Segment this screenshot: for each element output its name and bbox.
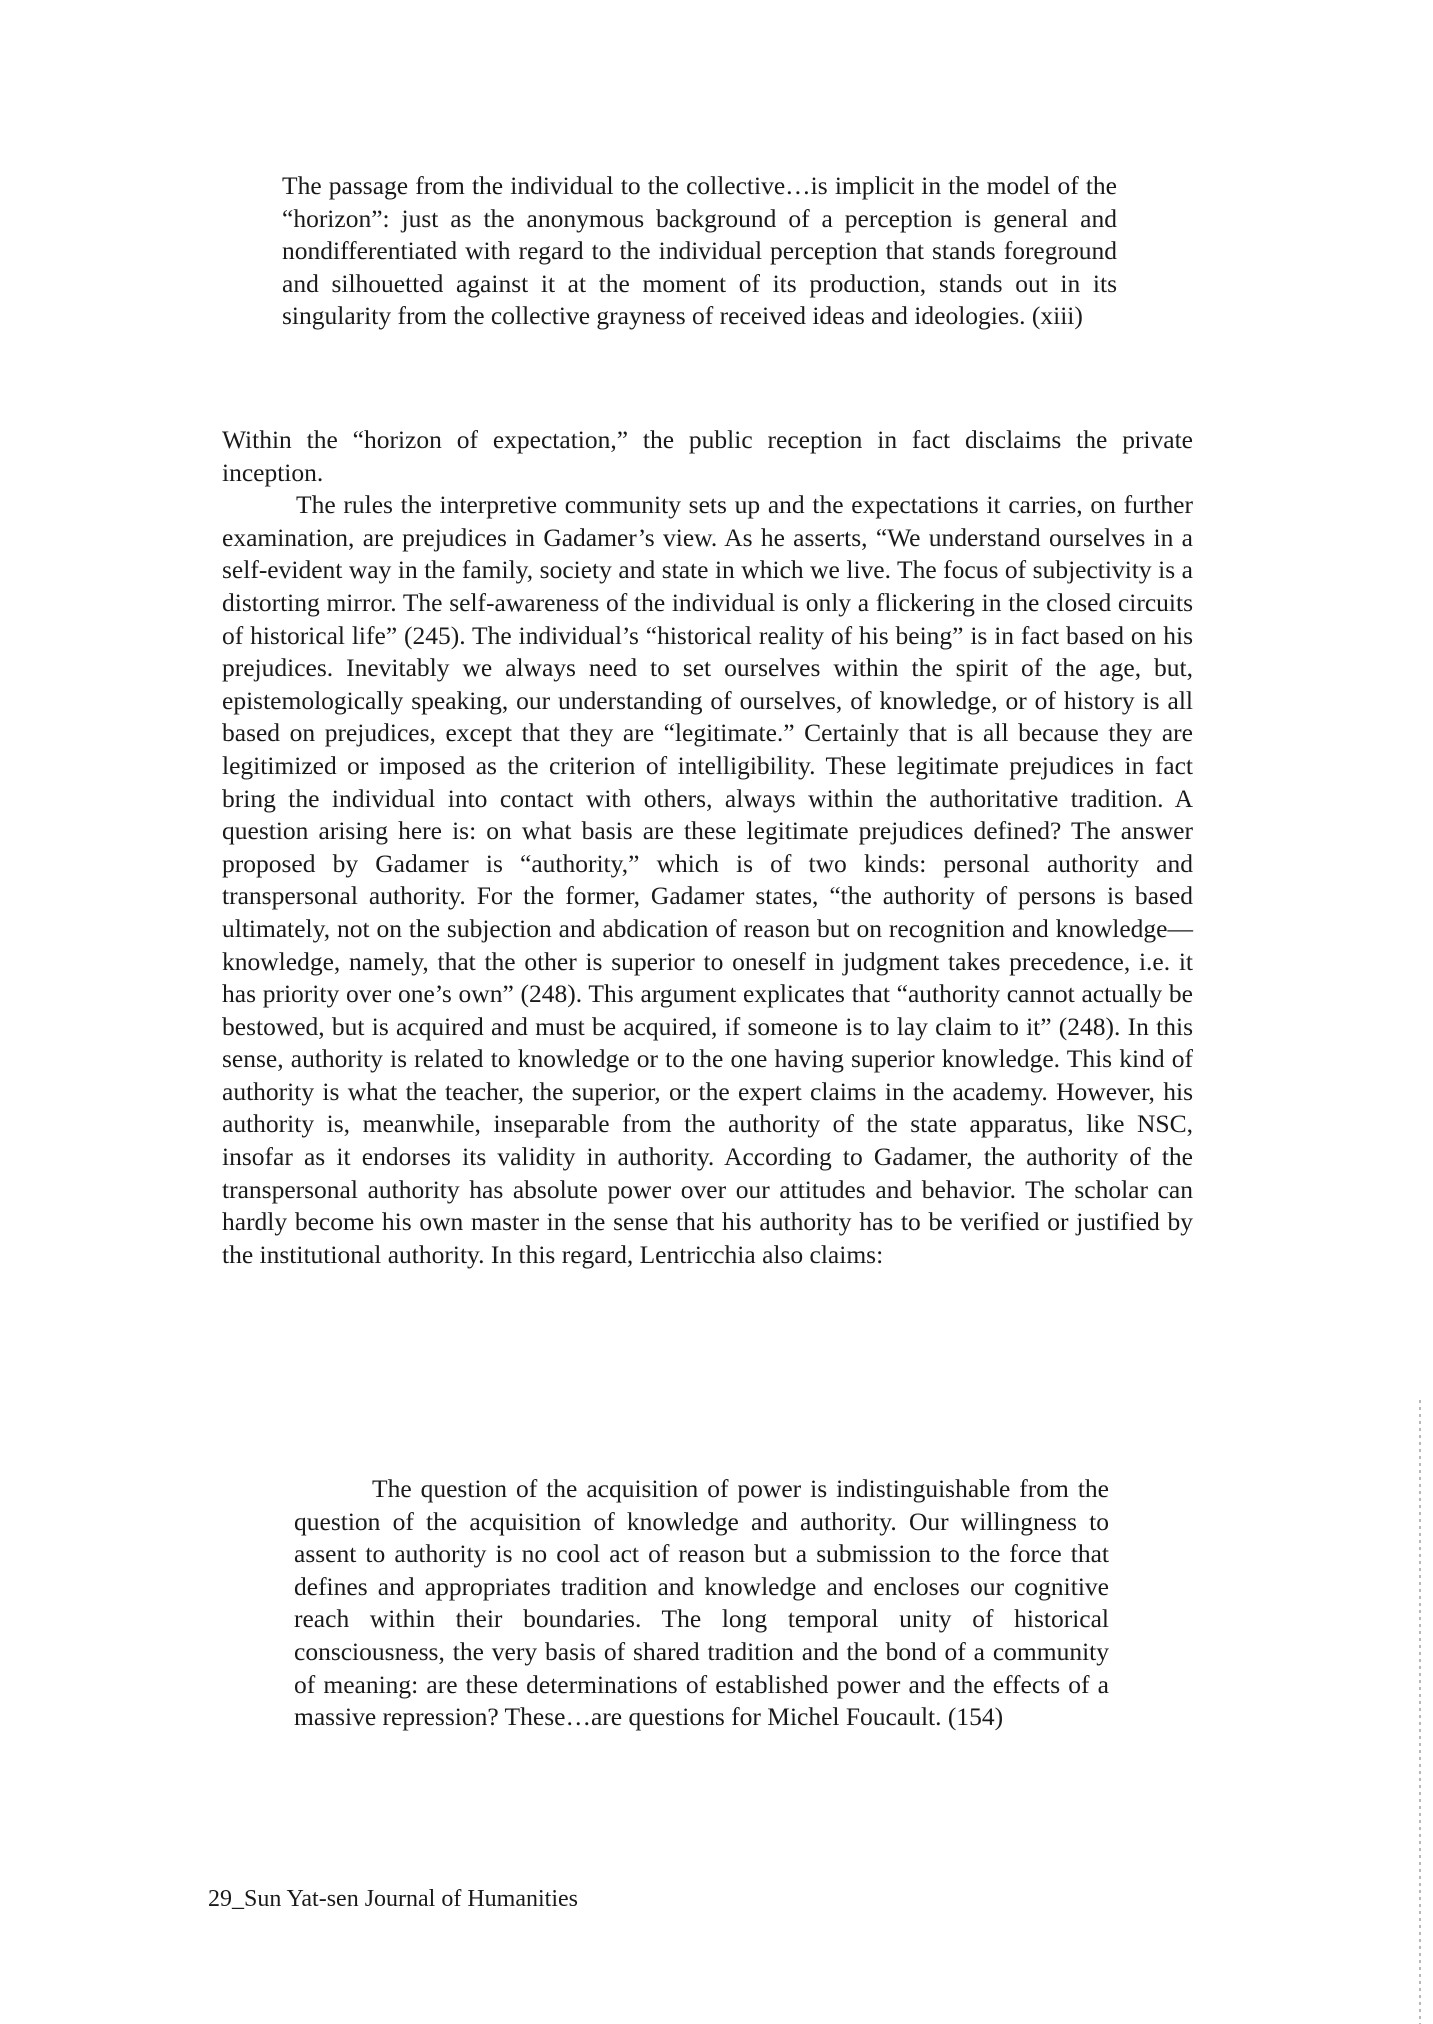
scan-edge-artifact <box>1419 1400 1421 2024</box>
paragraph-gadamer-authority: The rules the interpretive community sets up and the expectations it carries, on further examination, are prejudices in Gadamer’s view. As he asserts, “We understand ourselves in a self-evident way in the family, society and state in which we live. The focus of subjectivity is a distorting mirror. The self-awareness of the individual is only a flickering in the closed circuits of historical life” (245). The individual’s “historical reality of his being” is in fact based on his prejudices. Inevitably we always need to set ourselves within the spirit of the age, but, epistemologically speaking, our understanding of ourselves, of knowledge, or of history is all based on prejudices, except that they are “legitimate.” Certainly that is all because they are legitimized or imposed as the criterion of intelligibility. These legitimate prejudices in fact bring the individual into contact with others, always within the authoritative tradition. A question arising here is: on what basis are these legitimate prejudices defined? The answer proposed by Gadamer is “authority,” which is of two kinds: personal authority and transpersonal authority. For the former, Gadamer states, “the authority of persons is based ultimately, not on the subjection and abdication of reason but on recognition and knowledge—knowledge, namely, that the other is superior to oneself in judgment takes precedence, i.e. it has priority over one’s own” (248). This argument explicates that “authority cannot actually be bestowed, but is acquired and must be acquired, if someone is to lay claim to it” (248). In this sense, authority is related to knowledge or to the one having superior knowledge. This kind of authority is what the teacher, the superior, or the expert claims in the academy. However, his authority is, meanwhile, inseparable from the authority of the state apparatus, like NSC, insofar as it endorses its validity in authority. According to Gadamer, the authority of the transpersonal authority has absolute power over our attitudes and behavior. The scholar can hardly become his own master in the sense that his authority has to be verified or justified by the institutional authority. In this regard, Lentricchia also claims: <box>222 490 1193 1269</box>
block-quote-lentricchia: The question of the acquisition of power is indistinguishable from the question of the acquisition of knowledge and authority. Our willingness to assent to authority is no cool act of reason but a submission to the force that defines and appropriates tradition and knowledge and encloses our cognitive reach within their boundaries. The long temporal unity of historical consciousness, the very basis of shared tradition and the bond of a community of meaning: are these determinations of established power and the effects of a massive repression? These…are questions for Michel Foucault. (154) <box>294 1474 1109 1732</box>
paragraph-horizon-of-expectation: Within the “horizon of expectation,” the public reception in fact disclaims the private inception. <box>222 425 1193 487</box>
body-text <box>222 424 1193 1271</box>
block-quote-horizon: The passage from the individual to the collective…is implicit in the model of the “horizon”: just as the anonymous background of a perception is general and nondifferentiated with regard to the individual perception that stands foreground and silhouetted against it at the moment of its production, stands out in its singularity from the collective grayness of received ideas and ideologies. (xiii) <box>282 171 1117 331</box>
page-footer: 29_Sun Yat-sen Journal of Humanities <box>208 1886 578 1912</box>
